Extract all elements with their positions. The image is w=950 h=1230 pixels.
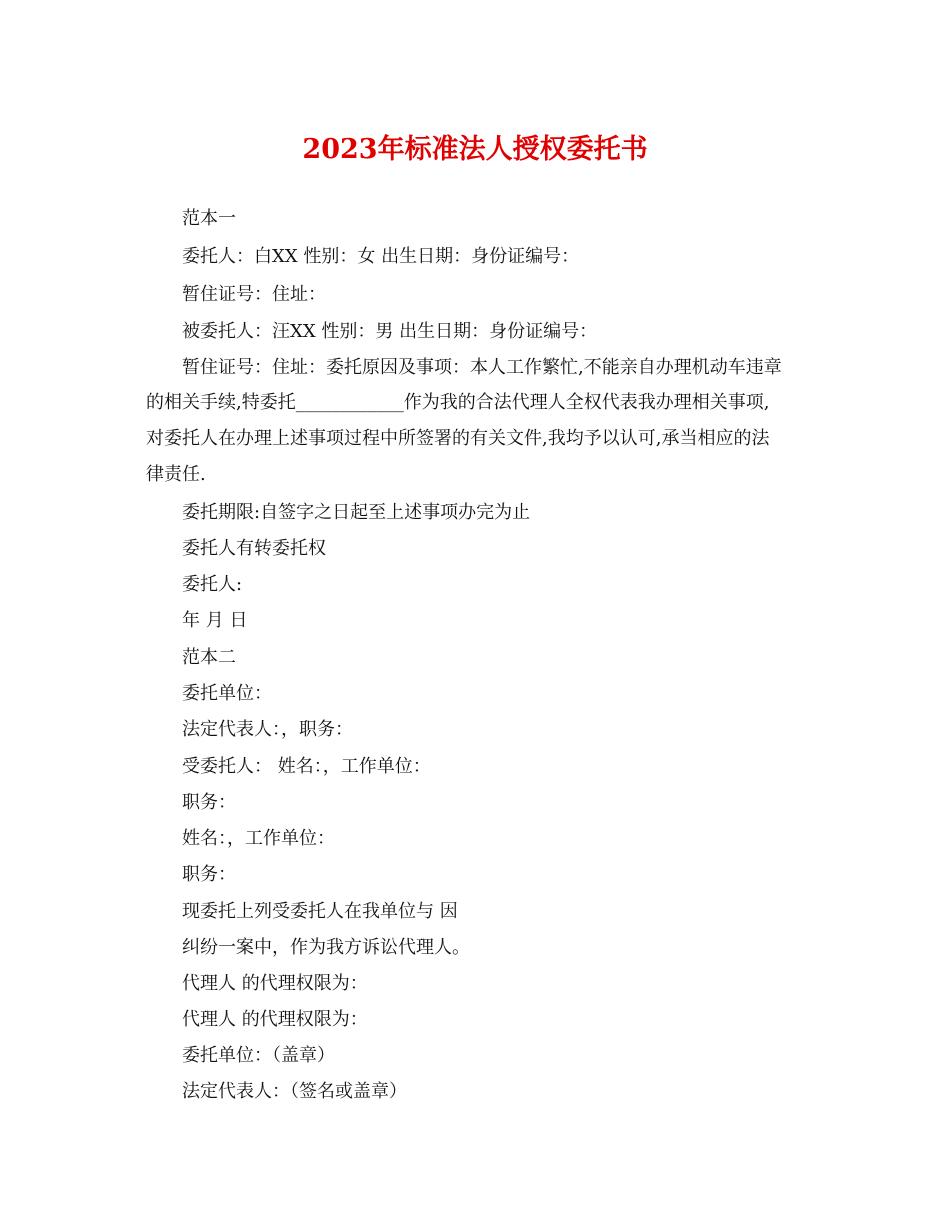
document-title: 2023年标准法人授权委托书 [302, 134, 648, 165]
text-line: 法定代表人：（签名或盖章） [182, 1081, 407, 1102]
text-line: 律责任. [146, 464, 206, 485]
text-line: 委托单位：（盖章） [182, 1045, 335, 1066]
text-line: 受委托人： 姓名：，工作单位： [182, 756, 431, 777]
text-line: 委托人: [182, 574, 243, 595]
text-line: 代理人 的代理权限为： [182, 1009, 368, 1030]
text-line: 代理人 的代理权限为： [182, 973, 368, 994]
section-heading-sample-two: 范本二 [182, 647, 236, 668]
text-line: 职务： [182, 792, 236, 813]
text-line: 现委托上列受委托人在我单位与 因 [182, 901, 458, 922]
section-heading-sample-one: 范本一 [182, 208, 236, 229]
text-line: 法定代表人：，职务： [182, 719, 353, 740]
text-line: 暂住证号：住址：委托原因及事项：本人工作繁忙,不能亲自办理机动车违章 [182, 357, 782, 378]
text-line: 委托人：白XX 性别：女 出生日期：身份证编号： [182, 246, 580, 267]
text-line: 职务： [182, 864, 236, 885]
text-line: 的相关手续,特委托____________作为我的合法代理人全权代表我办理相关事项, [146, 392, 770, 413]
text-line: 纠纷一案中，作为我方诉讼代理人。 [182, 937, 470, 958]
text-line: 委托期限:自签字之日起至上述事项办完为止 [182, 502, 531, 523]
text-line: 被委托人：汪XX 性别：男 出生日期：身份证编号： [182, 321, 598, 342]
text-line: 委托人有转委托权 [182, 538, 326, 559]
date-line: 年 月 日 [182, 610, 248, 631]
text-line: 暂住证号：住址： [182, 284, 326, 305]
text-line: 委托单位： [182, 683, 272, 704]
text-line: 姓名：，工作单位： [182, 828, 335, 849]
text-line: 对委托人在办理上述事项过程中所签署的有关文件,我均予以认可,承当相应的法 [146, 428, 770, 449]
